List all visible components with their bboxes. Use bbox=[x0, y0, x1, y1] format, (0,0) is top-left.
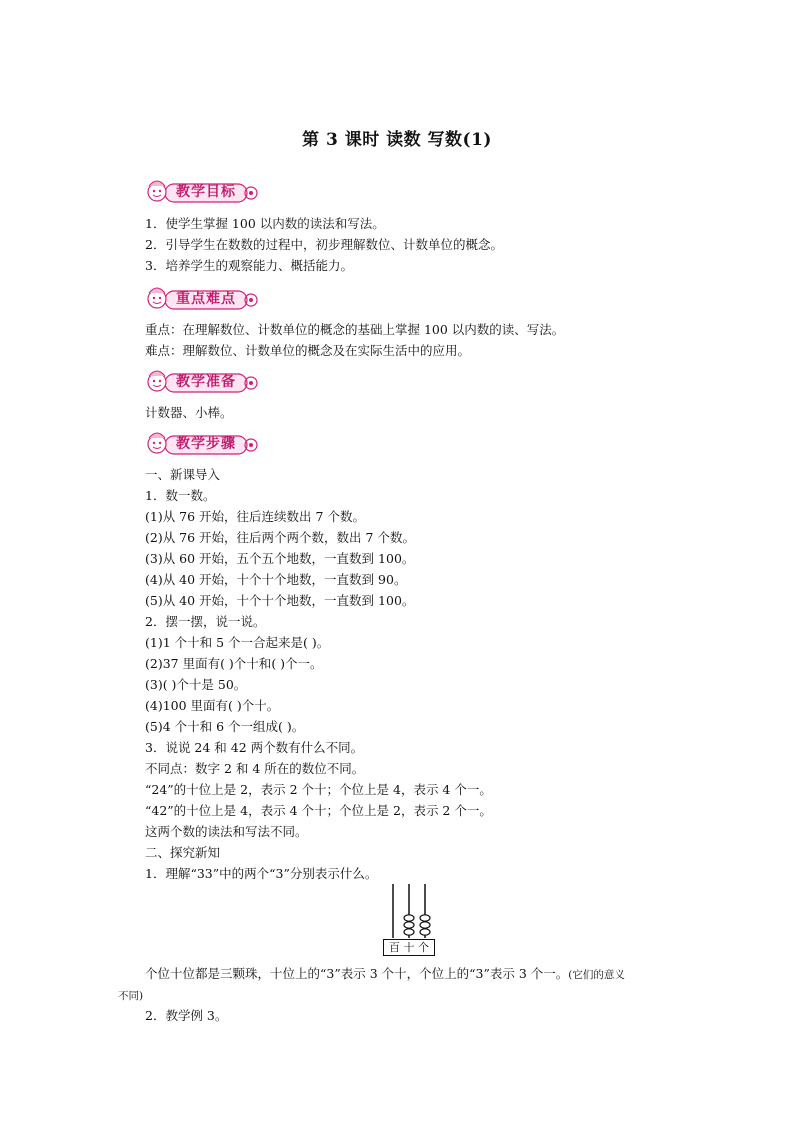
preparation-line: 计数器、小棒。 bbox=[145, 405, 233, 420]
objective-line: 2．引导学生在数数的过程中，初步理解数位、计数单位的概念。 bbox=[145, 237, 503, 252]
step-line: 1．理解“33”中的两个“3”分别表示什么。 bbox=[145, 866, 378, 881]
section-badge-steps bbox=[145, 430, 260, 458]
step-line: (3)从 60 开始，五个五个地数，一直数到 100。 bbox=[145, 551, 415, 566]
page-title: 第 3 课时 读数 写数(1) bbox=[302, 130, 492, 150]
keypoint-line: 难点：理解数位、计数单位的概念及在实际生活中的应用。 bbox=[145, 343, 471, 358]
step-line: 1．数一数。 bbox=[145, 488, 216, 503]
section-title-objectives: 教学目标 bbox=[176, 184, 236, 200]
objective-line: 3．培养学生的观察能力、概括能力。 bbox=[145, 258, 353, 273]
abacus-label: 百 十 个 bbox=[383, 939, 435, 956]
objective-line: 1．使学生掌握 100 以内数的读法和写法。 bbox=[145, 216, 385, 231]
abacus-figure bbox=[383, 882, 435, 957]
explain-main: 个位十位都是三颗珠，十位上的“3”表示 3 个十，个位上的“3”表示 3 个一。 bbox=[145, 966, 569, 981]
section-badge-keypoints bbox=[145, 285, 260, 313]
step-line: 2．教学例 3。 bbox=[145, 1008, 228, 1023]
section-badge-objectives bbox=[145, 178, 260, 206]
step-line: 这两个数的读法和写法不同。 bbox=[145, 824, 308, 839]
step-line: 二、探究新知 bbox=[145, 845, 221, 860]
step-line: (1)1 个十和 5 个一合起来是( )。 bbox=[145, 635, 330, 650]
step-line: (5)从 40 开始，十个十个地数，一直数到 100。 bbox=[145, 593, 415, 608]
step-line: (3)( )个十是 50。 bbox=[145, 677, 247, 692]
explain-note: (它们的意义 bbox=[568, 969, 625, 981]
step-line: “24”的十位上是 2，表示 2 个十；个位上是 4，表示 4 个一。 bbox=[145, 782, 492, 797]
step-line: (5)4 个十和 6 个一组成( )。 bbox=[145, 719, 305, 734]
step-line: “42”的十位上是 4，表示 4 个十；个位上是 2，表示 2 个一。 bbox=[145, 803, 492, 818]
explain-line bbox=[145, 966, 625, 983]
step-line: 2．摆一摆，说一说。 bbox=[145, 614, 266, 629]
step-line: (1)从 76 开始，往后连续数出 7 个数。 bbox=[145, 509, 365, 524]
section-title-steps: 教学步骤 bbox=[176, 436, 236, 452]
step-line: 一、新课导入 bbox=[145, 467, 221, 482]
step-line: (4)100 里面有( )个十。 bbox=[145, 698, 280, 713]
step-line: (4)从 40 开始，十个十个地数，一直数到 90。 bbox=[145, 572, 407, 587]
explain-note-continued: 不同) bbox=[118, 990, 144, 1002]
step-line: (2)37 里面有( )个十和( )个一。 bbox=[145, 656, 323, 671]
section-title-preparation: 教学准备 bbox=[176, 374, 236, 390]
keypoint-line: 重点：在理解数位、计数单位的概念的基础上掌握 100 以内数的读、写法。 bbox=[145, 322, 565, 337]
section-badge-preparation bbox=[145, 368, 260, 396]
step-line: 不同点：数字 2 和 4 所在的数位不同。 bbox=[145, 761, 365, 776]
section-title-keypoints: 重点难点 bbox=[176, 291, 236, 307]
step-line: 3．说说 24 和 42 两个数有什么不同。 bbox=[145, 740, 364, 755]
step-line: (2)从 76 开始，往后两个两个数，数出 7 个数。 bbox=[145, 530, 415, 545]
abacus-icon bbox=[383, 882, 435, 940]
